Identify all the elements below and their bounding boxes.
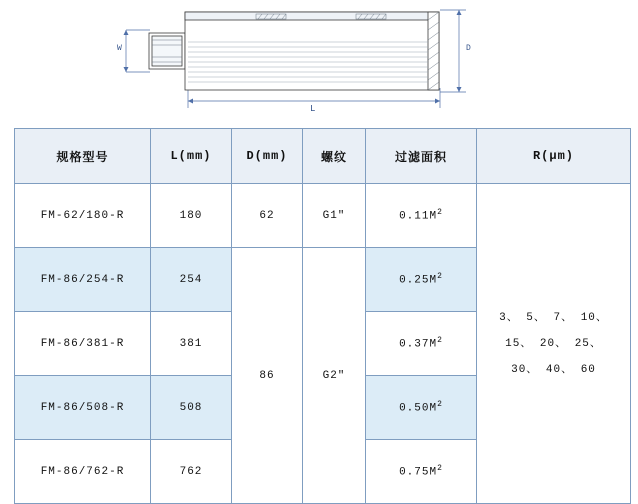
header-length: L(mm): [151, 129, 232, 184]
cell-length: 254: [151, 248, 232, 312]
technical-drawing: [0, 0, 638, 122]
cell-filter-area-exponent: 2: [437, 336, 443, 346]
table-header-row: [15, 129, 631, 184]
cell-model: FM-86/508-R: [15, 376, 151, 440]
rating-line-2: 15、 20、 25、: [505, 337, 602, 350]
rating-line-1: 3、 5、 7、 10、: [499, 311, 608, 324]
cell-thread: G1″: [303, 184, 366, 248]
cell-filter-area: [366, 440, 477, 504]
cell-filter-area-value: 0.11M: [399, 210, 438, 223]
cell-filter-area-exponent: 2: [437, 208, 443, 218]
cell-filter-area: [366, 248, 477, 312]
cell-filter-area-value: 0.37M: [399, 338, 438, 351]
rating-line-group: [477, 305, 630, 383]
cell-length: 381: [151, 312, 232, 376]
cell-filter-area: [366, 184, 477, 248]
cell-model: FM-62/180-R: [15, 184, 151, 248]
cell-filter-area-value: 0.25M: [399, 274, 438, 287]
dimension-label-l: L: [310, 104, 316, 114]
cell-filter-area-exponent: 2: [437, 464, 443, 474]
table-row: [15, 184, 631, 248]
element-body: [149, 12, 439, 90]
table-header: [15, 129, 631, 184]
cell-filter-area-exponent: 2: [437, 272, 443, 282]
cell-diameter: 62: [232, 184, 303, 248]
cell-filter-area-value: 0.75M: [399, 466, 438, 479]
filter-element-drawing-svg: [0, 0, 638, 122]
table-body: [15, 184, 631, 504]
cell-length: 180: [151, 184, 232, 248]
cell-model: FM-86/254-R: [15, 248, 151, 312]
cell-rating: [477, 184, 631, 504]
cell-filter-area-value: 0.50M: [399, 402, 438, 415]
specification-table-wrapper: [14, 128, 624, 504]
cell-filter-area-exponent: 2: [437, 400, 443, 410]
cell-length: 508: [151, 376, 232, 440]
header-model: 规格型号: [15, 129, 151, 184]
header-rating: R(μm): [477, 129, 631, 184]
specification-table: [14, 128, 631, 504]
header-thread: 螺纹: [303, 129, 366, 184]
dimension-label-w: W: [117, 44, 122, 53]
cell-diameter: 86: [232, 248, 303, 504]
rating-line-3: 30、 40、 60: [511, 363, 596, 376]
cell-filter-area: [366, 312, 477, 376]
dimension-label-d: D: [466, 44, 471, 53]
cell-model: FM-86/381-R: [15, 312, 151, 376]
header-diameter: D(mm): [232, 129, 303, 184]
header-filter-area: 过滤面积: [366, 129, 477, 184]
cell-filter-area: [366, 376, 477, 440]
cell-thread: G2″: [303, 248, 366, 504]
cell-model: FM-86/762-R: [15, 440, 151, 504]
cell-length: 762: [151, 440, 232, 504]
